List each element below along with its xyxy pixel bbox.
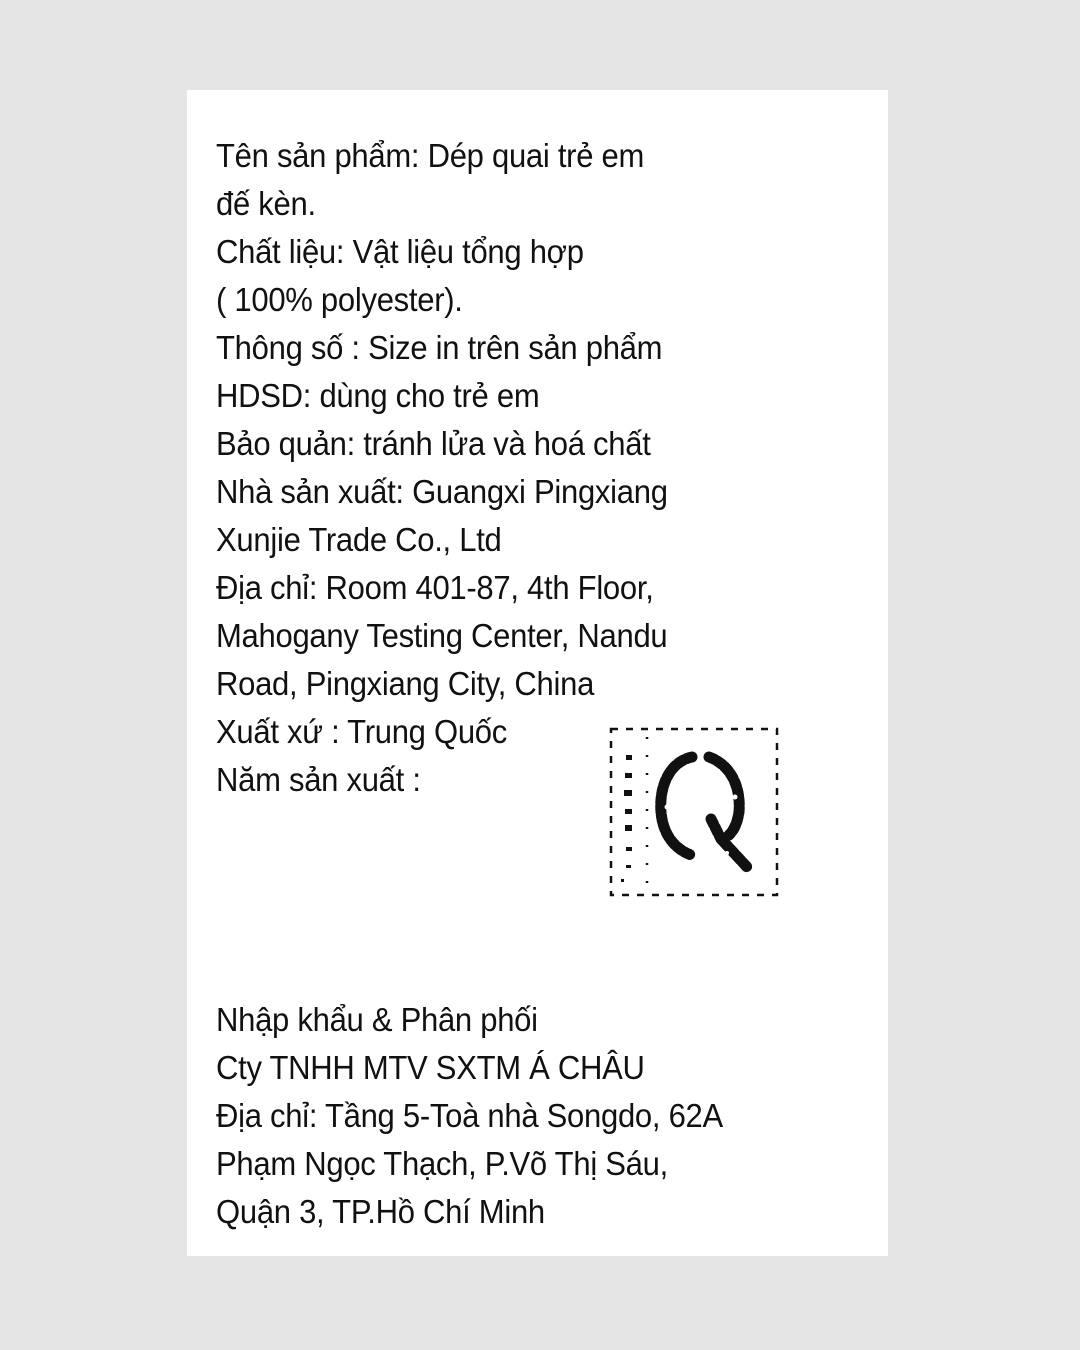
storage-line: Bảo quản: tránh lửa và hoá chất [216,425,651,462]
product-name-line-cont: đế kèn. [216,185,316,222]
manufacturer-line-cont: Xunjie Trade Co., Ltd [216,521,502,558]
manufacturer-address-line: Địa chỉ: Room 401-87, 4th Floor, [216,569,654,606]
product-label-card [187,90,888,1256]
usage-line: HDSD: dùng cho trẻ em [216,377,540,414]
importer-company: Cty TNHH MTV SXTM Á CHÂU [216,1049,645,1086]
importer-address-line-3: Quận 3, TP.Hồ Chí Minh [216,1193,545,1230]
material-line-cont: ( 100% polyester). [216,281,463,318]
importer-address-line-2: Phạm Ngọc Thạch, P.Võ Thị Sáu, [216,1145,668,1182]
importer-heading: Nhập khẩu & Phân phối [216,1001,538,1038]
specification-line: Thông số : Size in trên sản phẩm [216,329,663,366]
manufacturer-line: Nhà sản xuất: Guangxi Pingxiang [216,473,668,510]
material-line: Chất liệu: Vật liệu tổng hợp [216,233,584,270]
origin-line: Xuất xứ : Trung Quốc [216,713,508,750]
importer-address-line: Địa chỉ: Tầng 5-Toà nhà Songdo, 62A [216,1097,723,1134]
production-year-line: Năm sản xuất : [216,761,421,798]
manufacturer-address-line-3: Road, Pingxiang City, China [216,665,595,702]
product-info-block [216,132,668,804]
importer-info-block [216,996,723,1236]
manufacturer-address-line-2: Mahogany Testing Center, Nandu [216,617,668,654]
qc-pass-stamp-icon [609,727,779,899]
product-name-line: Tên sản phẩm: Dép quai trẻ em [216,137,645,174]
